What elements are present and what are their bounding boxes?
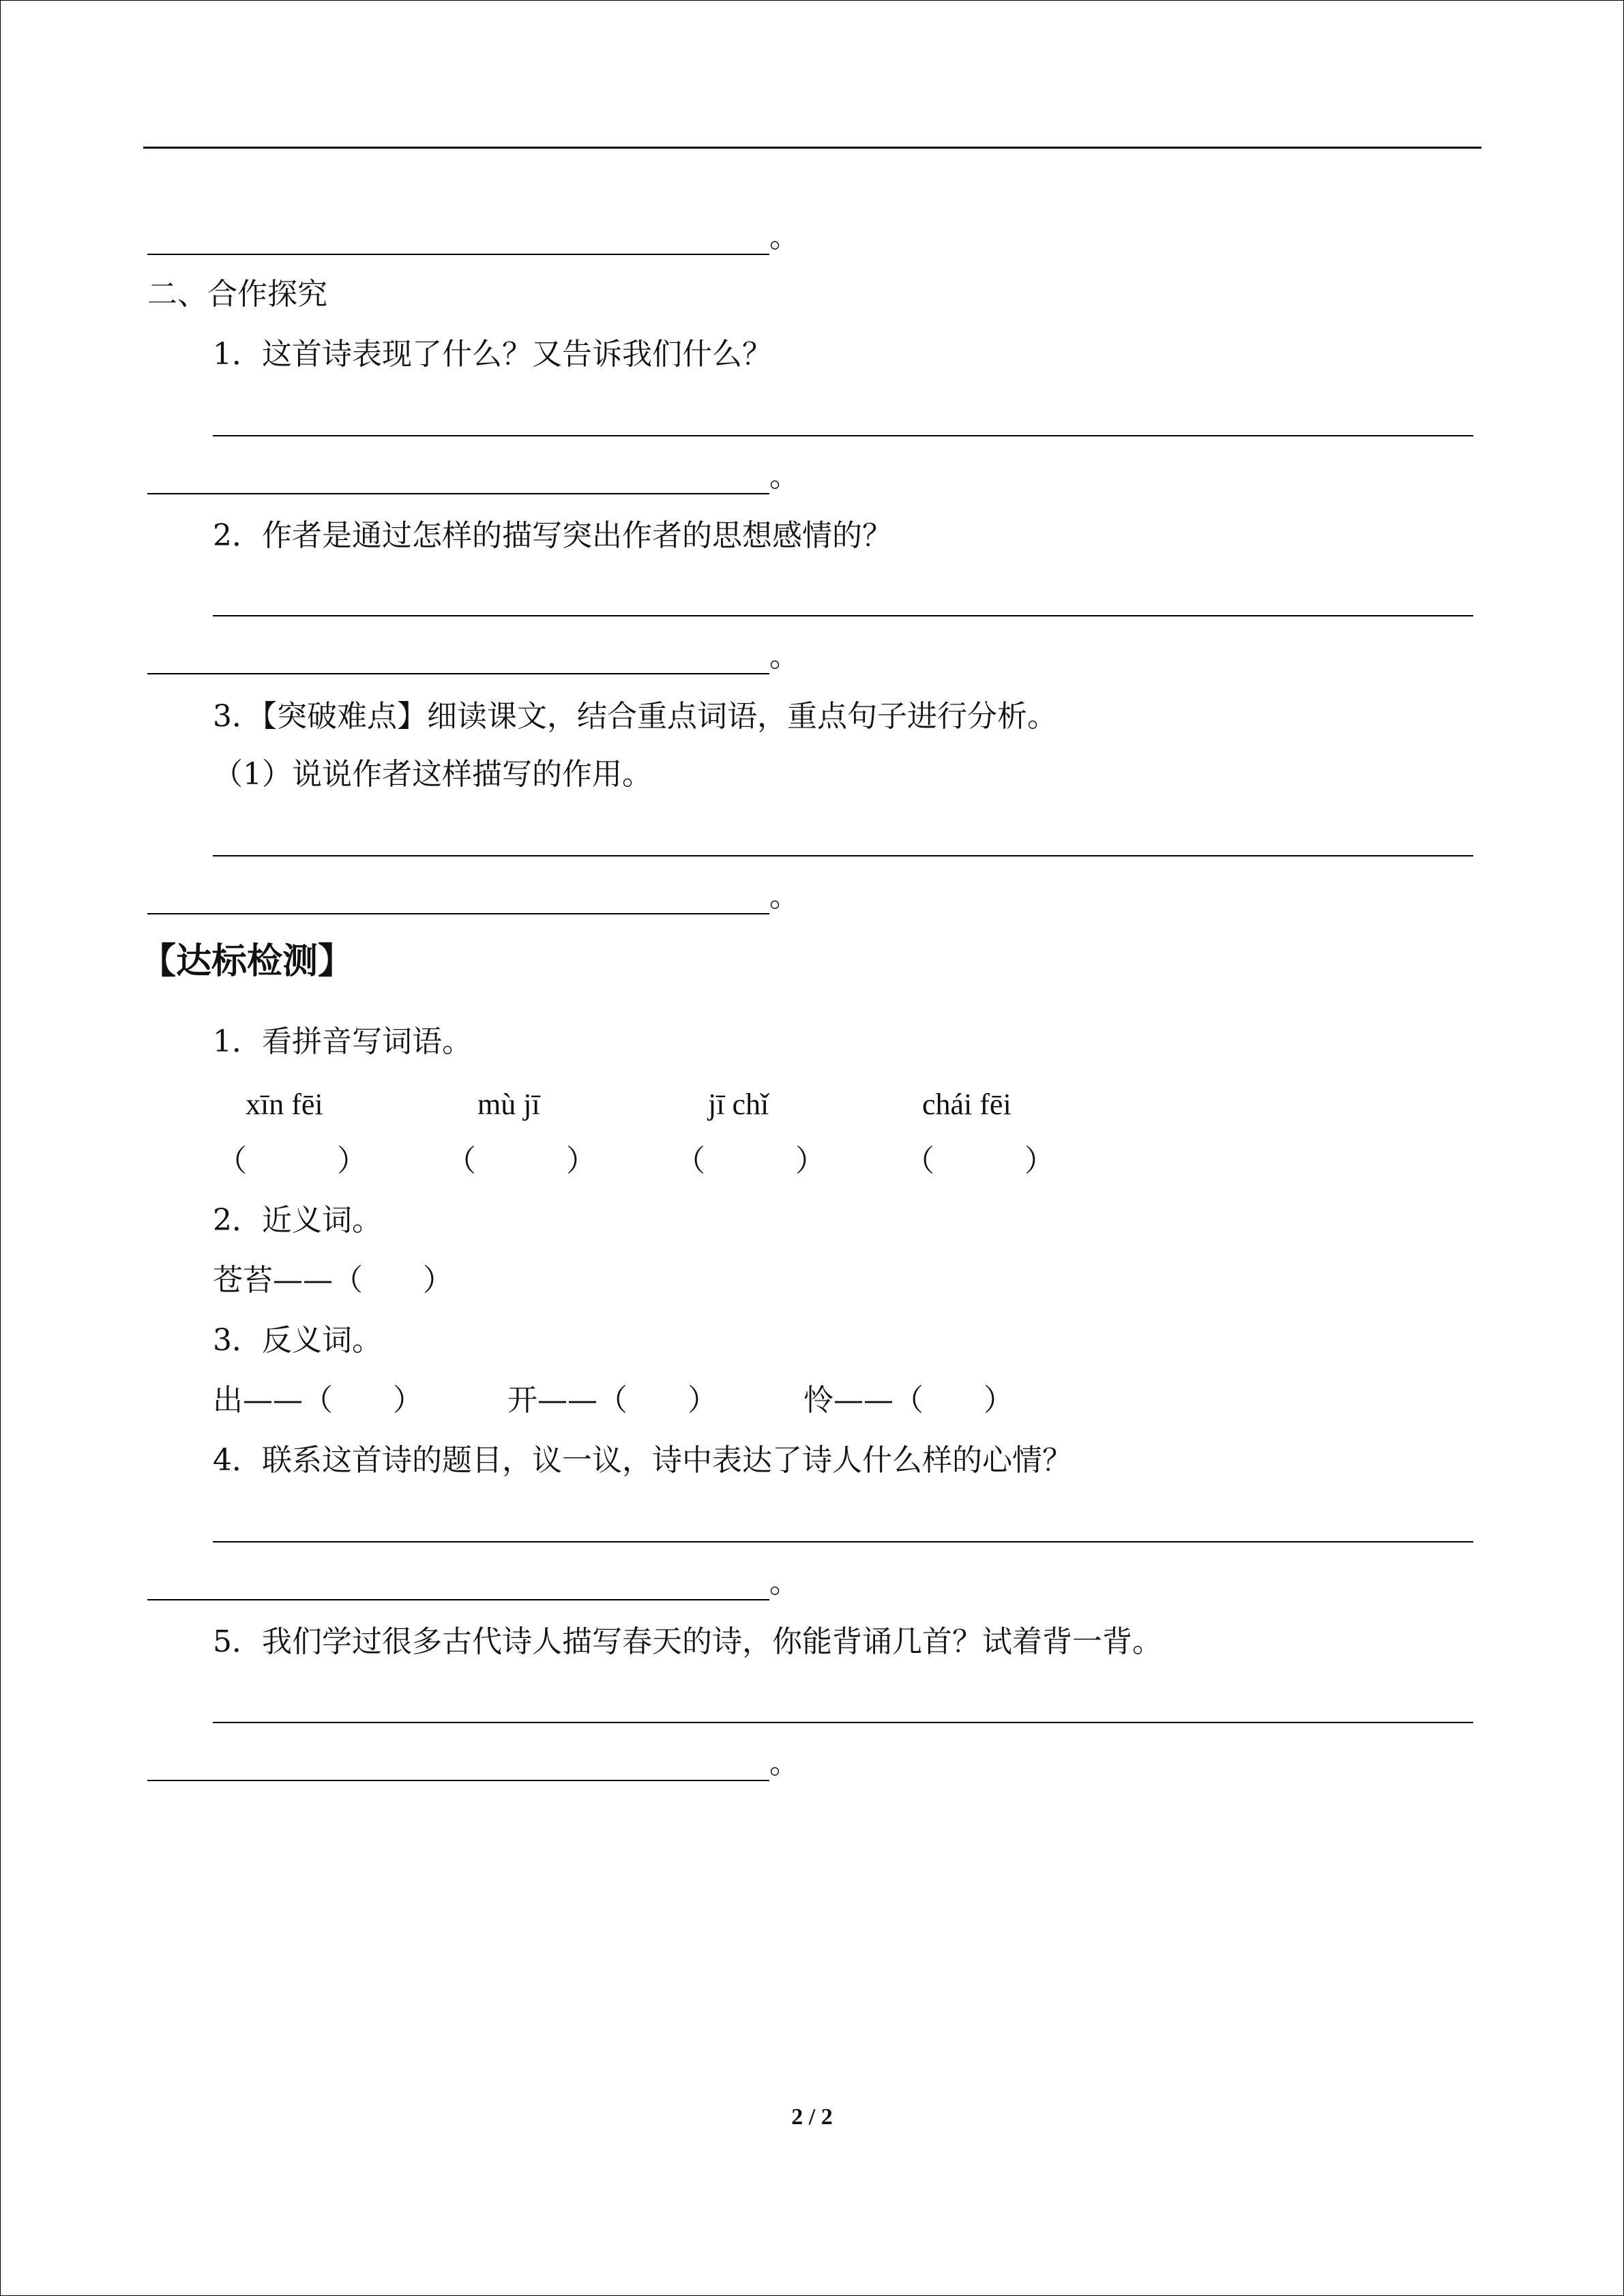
answer-line[interactable]	[213, 435, 1473, 436]
question-2: 2．作者是通过怎样的描写突出作者的思想感情的？	[213, 518, 892, 553]
test-question-1: 1．看拼音写词语。	[213, 1024, 472, 1059]
answer-line[interactable]	[147, 254, 769, 255]
answer-line[interactable]	[213, 615, 1473, 616]
answer-blank[interactable]: （ ）	[217, 1144, 367, 1178]
test-question-5: 5．我们学过很多古代诗人描写春天的诗，你能背诵几首？试着背一背。	[213, 1624, 1162, 1659]
antonym-pair[interactable]: 怜——（ ）	[803, 1383, 1014, 1418]
pinyin-1: xīn fēi	[246, 1088, 323, 1121]
answer-period: 。	[769, 1746, 799, 1780]
pinyin-3: jī chǐ	[708, 1088, 769, 1121]
section-heading: 二、合作探究	[147, 277, 327, 312]
page-number: 2 / 2	[791, 2104, 833, 2130]
question-1: 1．这首诗表现了什么？又告诉我们什么？	[213, 337, 772, 372]
antonym-pair[interactable]: 开——（ ）	[507, 1383, 718, 1418]
test-question-4: 4．联系这首诗的题目，议一议，诗中表达了诗人什么样的心情？	[213, 1443, 1072, 1478]
test-question-2: 2．近义词。	[213, 1203, 382, 1238]
pinyin-2: mù jī	[477, 1088, 540, 1121]
answer-line[interactable]	[143, 147, 1481, 149]
answer-line[interactable]	[147, 673, 769, 674]
answer-line[interactable]	[147, 1599, 769, 1600]
answer-line[interactable]	[147, 493, 769, 494]
answer-period: 。	[769, 220, 799, 254]
answer-period: 。	[769, 1565, 799, 1600]
test-question-3: 3．反义词。	[213, 1323, 382, 1358]
answer-line[interactable]	[213, 1541, 1473, 1542]
synonym-pair[interactable]: 苍苔——（ ）	[213, 1263, 453, 1298]
answer-line[interactable]	[147, 913, 769, 914]
answer-line[interactable]	[213, 1722, 1473, 1723]
answer-blank[interactable]: （ ）	[675, 1144, 825, 1178]
answer-period: 。	[769, 879, 799, 914]
question-3-sub-1: （1）说说作者这样描写的作用。	[213, 757, 652, 792]
answer-period: 。	[769, 639, 799, 674]
question-3: 3．【突破难点】细读课文，结合重点词语，重点句子进行分析。	[213, 699, 1057, 734]
test-heading: 【达标检测】	[141, 941, 354, 982]
answer-blank[interactable]: （ ）	[446, 1144, 596, 1178]
answer-line[interactable]	[213, 855, 1473, 856]
pinyin-4: chái fēi	[922, 1088, 1012, 1121]
answer-blank[interactable]: （ ）	[904, 1144, 1054, 1178]
answer-period: 。	[769, 459, 799, 494]
answer-line[interactable]	[147, 1780, 769, 1781]
antonym-pair[interactable]: 出——（ ）	[213, 1383, 423, 1418]
